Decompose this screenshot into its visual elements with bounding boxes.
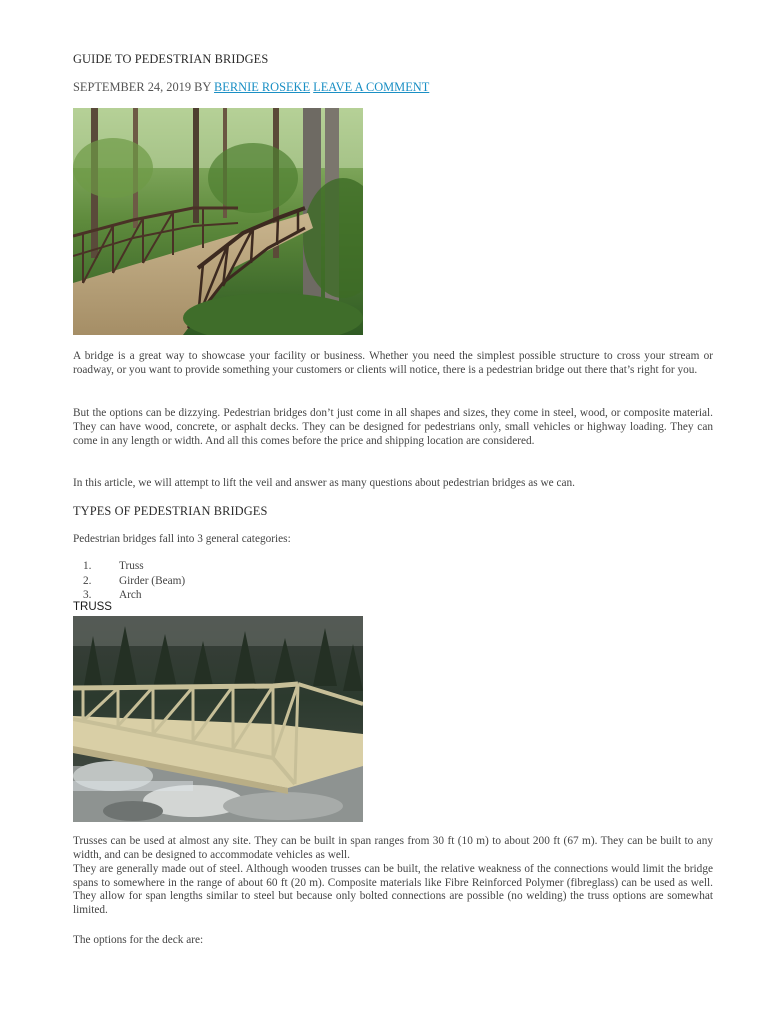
intro-paragraph-1: A bridge is a great way to showcase your facility or business. Whether you need the simplest possible structure to cross your stream or roadway, or you want to provide something your customers or clients will notice, there is a pedestrian bridge out there that’s right for you. [73,350,713,376]
article-meta [73,80,429,95]
list-item-label: Arch [119,589,142,601]
author-link[interactable]: BERNIE ROSEKE [214,80,311,94]
types-lead: Pedestrian bridges fall into 3 general categories: [73,533,291,545]
list-item: 1. Truss [83,560,144,572]
types-heading: TYPES OF PEDESTRIAN BRIDGES [73,504,268,518]
intro-paragraph-2: But the options can be dizzying. Pedestrian bridges don’t just come in all shapes and sizes, they come in steel, wood, or composite material. They can have wood, concrete, or asphalt decks. They can be designed for pedestrians only, small vehicles or highway loading. They can come in any length or width. And all this comes before the price and shipping location are considered. [73,407,713,447]
post-date: SEPTEMBER 24, 2019 BY [73,80,215,94]
list-item-label: Girder (Beam) [119,574,186,587]
list-item-label: Truss [119,560,144,572]
intro-paragraph-3: In this article, we will attempt to lift the veil and answer as many questions about pedestrian bridges as we can. [73,477,575,489]
truss-paragraph-2: They are generally made out of steel. Although wooden trusses can be built, the relative weakness of the connections would limit the bridge spans to somewhere in the range of about 60 ft (20 m). Composite materials like Fibre Reinforced Polymer (fibreglass) can be used as well. They allow for span lengths similar to steel but because only bolted connections are possible (no welding) the truss options are somewhat limited. [73,863,713,916]
truss-bridge-photo [73,616,363,822]
article-title: GUIDE TO PEDESTRIAN BRIDGES [73,52,269,66]
list-item: 2. Girder (Beam) [83,574,186,587]
list-item: 3. Arch [83,589,142,601]
truss-paragraph-1: Trusses can be used at almost any site. They can be built in span ranges from 30 ft (10 m) to about 200 ft (67 m). They can be built to any width, and can be designed to accommodate vehicles as well. [73,835,713,861]
forest-bridge-photo [73,108,363,335]
leave-comment-link[interactable]: LEAVE A COMMENT [313,80,430,94]
truss-heading: TRUSS [73,601,112,613]
truss-paragraph-3: The options for the deck are: [73,934,204,946]
bridge-types-list [73,559,185,603]
